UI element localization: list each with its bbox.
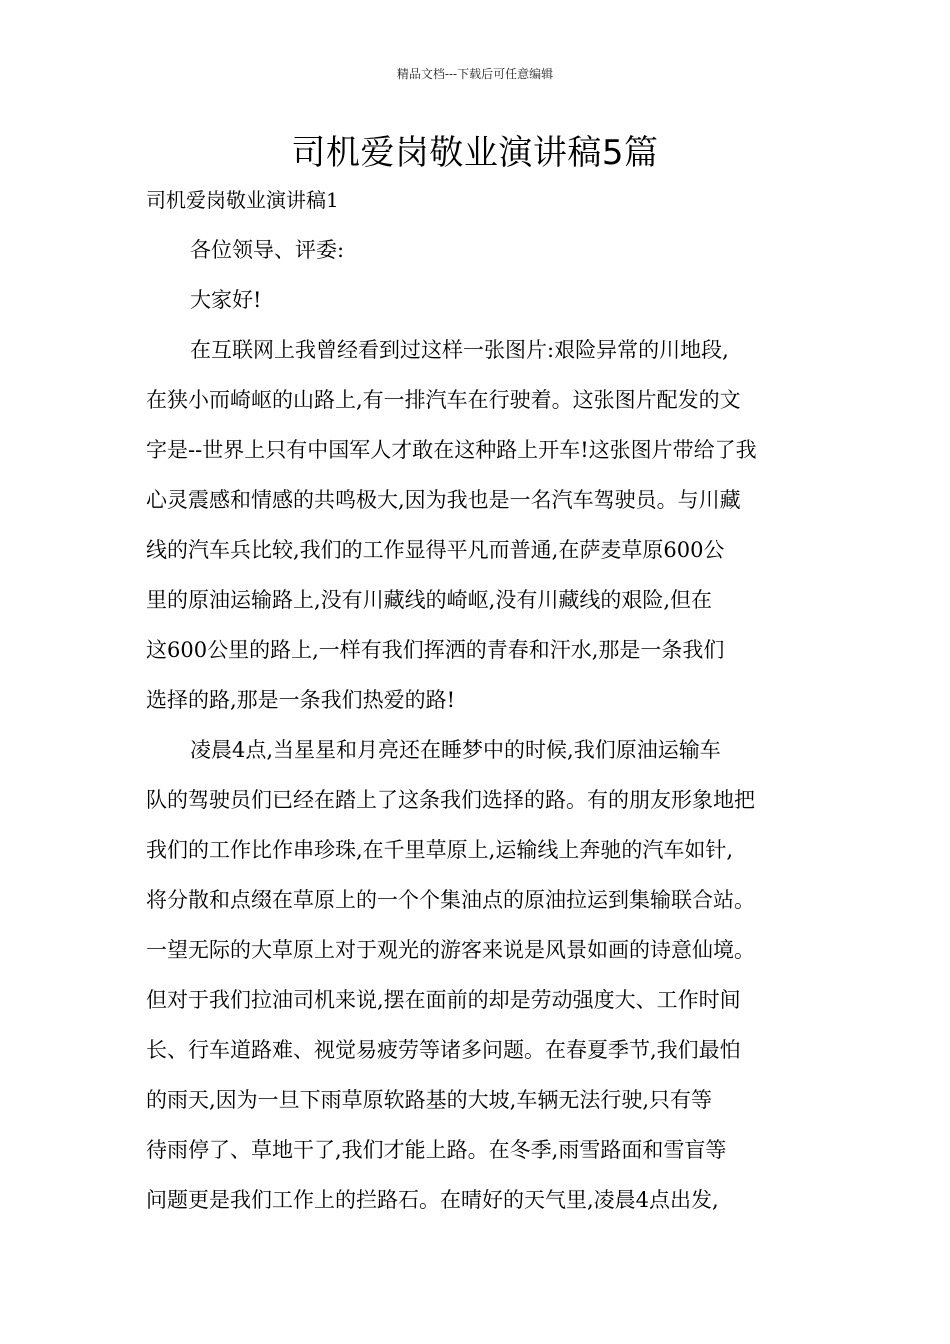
paragraph-line: 长、行车道路难、视觉易疲劳等诸多问题。在春夏季节,我们最怕 (146, 1038, 741, 1062)
paragraph-line: 但对于我们拉油司机来说,摆在面前的却是劳动强度大、工作时间 (146, 988, 741, 1012)
paragraph-line: 队的驾驶员们已经在踏上了这条我们选择的路。有的朋友形象地把 (146, 788, 755, 812)
paragraph-line: 在互联网上我曾经看到过这样一张图片:艰险异常的川地段, (190, 338, 729, 362)
paragraph-line: 将分散和点缀在草原上的一个个集油点的原油拉运到集输联合站。 (146, 888, 755, 912)
paragraph-line: 各位领导、评委: (190, 238, 345, 262)
page-header: 精品文档---下载后可任意编辑 (396, 67, 554, 81)
paragraph-line: 字是--世界上只有中国军人才敢在这种路上开车!这张图片带给了我 (146, 438, 757, 462)
paragraph-line: 线的汽车兵比较,我们的工作显得平凡而普通,在萨麦草原600公 (146, 538, 725, 562)
paragraph-line: 这600公里的路上,一样有我们挥洒的青春和汗水,那是一条我们 (146, 638, 725, 662)
paragraph-line: 问题更是我们工作上的拦路石。在晴好的天气里,凌晨4点出发, (146, 1188, 719, 1212)
paragraph-line: 选择的路,那是一条我们热爱的路! (146, 688, 456, 712)
paragraph-line: 一望无际的大草原上对于观光的游客来说是风景如画的诗意仙境。 (146, 938, 755, 962)
paragraph-line: 里的原油运输路上,没有川藏线的崎岖,没有川藏线的艰险,但在 (146, 588, 713, 612)
paragraph-line: 我们的工作比作串珍珠,在千里草原上,运输线上奔驰的汽车如针, (146, 838, 734, 862)
document-title: 司机爱岗敬业演讲稿5篇 (291, 133, 659, 173)
paragraph-line: 在狭小而崎岖的山路上,有一排汽车在行驶着。这张图片配发的文 (146, 388, 741, 412)
paragraph-line: 待雨停了、草地干了,我们才能上路。在冬季,雨雪路面和雪盲等 (146, 1138, 727, 1162)
section-subtitle: 司机爱岗敬业演讲稿1 (146, 188, 339, 212)
paragraph-line: 大家好! (190, 288, 262, 312)
paragraph-line: 心灵震感和情感的共鸣极大,因为我也是一名汽车驾驶员。与川藏 (146, 488, 741, 512)
paragraph-line: 的雨天,因为一旦下雨草原软路基的大坡,车辆无法行驶,只有等 (146, 1088, 713, 1112)
paragraph-line: 凌晨4点,当星星和月亮还在睡梦中的时候,我们原油运输车 (190, 738, 721, 762)
